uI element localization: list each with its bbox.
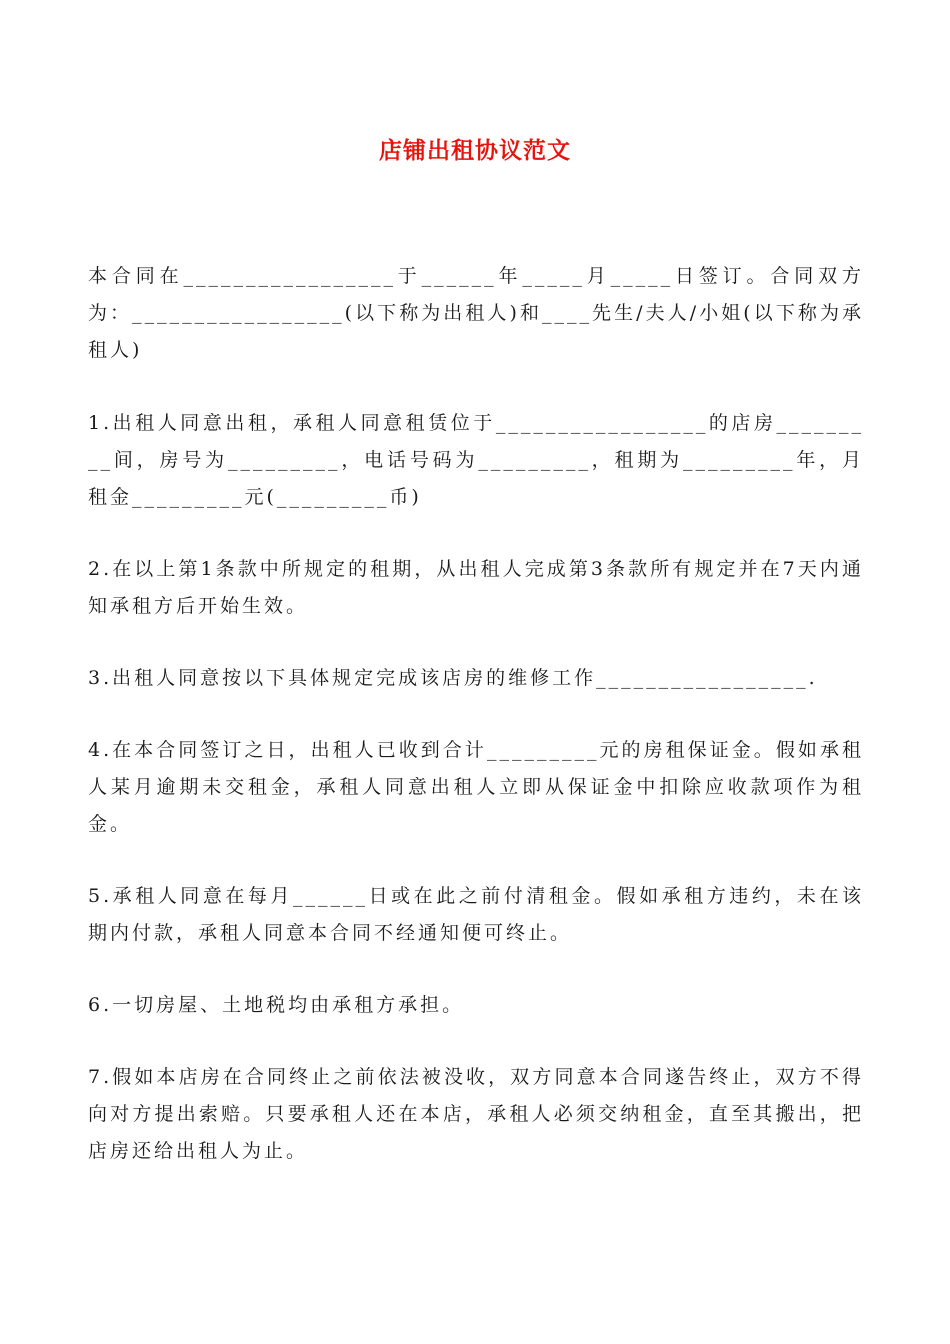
paragraph-clause-2: 2.在以上第1条款中所规定的租期，从出租人完成第3条款所有规定并在7天内通知承租方后开始生效。: [88, 558, 864, 617]
paragraph-clause-6: 6.一切房屋、土地税均由承租方承担。: [88, 994, 465, 1016]
document-body: [88, 258, 864, 1205]
paragraph-clause-7: 7.假如本店房在合同终止之前依法被没收，双方同意本合同遂告终止，双方不得向对方提出索赔。只要承租人还在本店，承租人必须交纳租金，直至其搬出，把店房还给出租人为止。: [88, 1066, 864, 1162]
paragraph-clause-4: 4.在本合同签订之日，出租人已收到合计_________元的房租保证金。假如承租人某月逾期未交租金，承租人同意出租人立即从保证金中扣除应收款项作为租金。: [88, 739, 864, 835]
paragraph-intro: 本合同在_________________于______年_____月_____日签订。合同双方为：_________________(以下称为出租人)和____先生/夫人/小姐(以下称为承租人): [88, 265, 864, 361]
paragraph-clause-5: 5.承租人同意在每月______日或在此之前付清租金。假如承租方违约，未在该期内付款，承租人同意本合同不经通知便可终止。: [88, 885, 864, 944]
paragraph-clause-3: 3.出租人同意按以下具体规定完成该店房的维修工作_________________.: [88, 667, 818, 689]
document-title: 店铺出租协议范文: [379, 138, 571, 164]
paragraph-clause-1: 1.出租人同意出租，承租人同意租赁位于_________________的店房_________间，房号为_________，电话号码为_________，租期为_________年，月租金_________元(_________币): [88, 412, 864, 508]
